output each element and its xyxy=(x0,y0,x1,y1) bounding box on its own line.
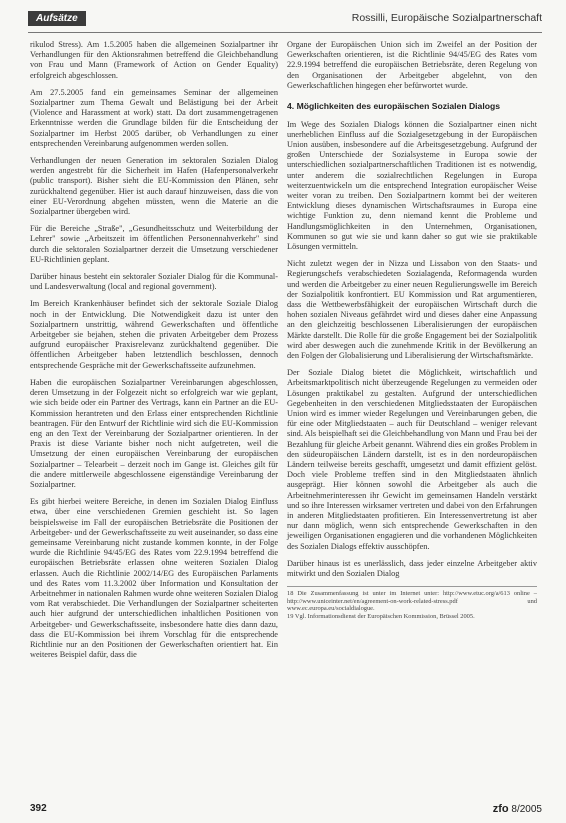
journal-reference xyxy=(493,803,542,815)
paragraph: Es gibt hierbei weitere Bereiche, in denen im Sozialen Dialog Einfluss etwa, über eine verschiedenen Gremien geschieht ist. So lagen beispielsweise im Fall der europäischen Betriebsräte die Positionen der Arbeitgeber- und der Gewerkschaftsseite zu weit auseinander, so dass eine gemeinsame Vereinbarung nicht zustande kommen konnte, in der Folge wurde die Richtlinie 94/45/EG des Rates vom 22.9.1994 betreffend die europäischen Betriebsräte erlassen ohne weiteren Sozialen Dialog erlassen. Auch die Richtlinie 2002/14/EG des Europäischen Parlaments und des Rates vom 11.3.2002 über Information und Konsultation der Arbeitnehmer in nationalen Rahmen wurde ohne weiteren Sozialen Dialog vom Rat verabschiedet. Die Verhandlungen der Sozialpartner scheiterten auch hier aufgrund der unterschiedlichen inhaltlichen Positionen von Arbeitgeber- und Gewerkschaftsseite, insbesondere hatte dies dann dazu, dass die EU-Kommission bei ihrem Vorschlag für die entsprechende Richtlinie nur an den Positionen der Gewerkschaften orientiert hat. Ein weiteres Beispiel dafür, dass die xyxy=(30,497,278,660)
left-column xyxy=(30,40,278,667)
paragraph: Für die Bereiche „Straße", „Gesundheitsschutz und Weiterbildung der Lehrer" sowie „Arbeitszeit im öffentlichen Personennahverkehr" sind durch die sektoralen Sozialpartner derzeit die Umsetzung verschiedener EU-Richtlinien geplant. xyxy=(30,224,278,264)
paragraph: Darüber hinaus ist es unerlässlich, dass jeder einzelne Arbeitgeber aktiv mitwirkt und den Sozialen Dialog xyxy=(287,558,537,579)
footnote: 19 Vgl. Informationsdienst der Europäischen Kommission, Brüssel 2005. xyxy=(287,613,475,621)
footnote: 18 Die Zusammenfassung ist unter im Internet unter: http://www.etuc.org/a/613 online – http://www.uniceinter.net/en/agreement-on-work-related-stress.pdf und www.ec.europa.eu/socialdialogue. xyxy=(287,590,537,613)
paragraph: Organe der Europäischen Union sich im Zweifel an der Position der Gewerkschaften orientieren, ist die Richtlinie 94/45/EG des Rates vom 22.9.1994 betreffend die europäischen Betriebsräte, deren Regelung von den Organisationen der Arbeitgeber abgelehnt, von den Gewerkschaftlichen hingegen eher befürwortet wurde. xyxy=(287,40,537,90)
paragraph: rikulod Stress). Am 1.5.2005 haben die allgemeinen Sozialpartner ihr Verhandlungen für den Aktionsrahmen betreffend die Gleichbehandlung von Frau und Mann (Framework of Action on Gender Equality) erfolgreich abgeschlossen. xyxy=(30,40,278,80)
journal-issue: 8/2005 xyxy=(511,804,542,815)
right-column xyxy=(287,40,537,621)
paragraph: Im Bereich Krankenhäuser befindet sich der sektorale Soziale Dialog noch in der Entwicklung. Die Notwendigkeit dazu ist unter den Sozialpartnern unstrittig, während Gewerkschaften und öffentliche Arbeitgeber sie bejahen, stehen die privaten Arbeitgeber dem Prozess aufgrund europäischer Praxisrelevanz zurückhaltend gegenüber. Die öffentlichen Arbeitgeber haben letztendlich beschlossen, dennoch entsprechende Gespräche mit der Gewerkschaftsseite aufzunehmen. xyxy=(30,299,278,370)
paragraph: Am 27.5.2005 fand ein gemeinsames Seminar der allgemeinen Sozialpartner zum Thema Gewalt und Belästigung bei der Arbeit (Violence and Harassment at work) statt. Da dort zusammengetragenen Erkenntnisse werden die Grundlage bilden für die Entscheidung der Sozialpartner im Herbst 2005 darüber, ob Verhandlungen zu einer entsprechenden Vereinbarung aufgenommen werden sollen. xyxy=(30,87,278,148)
running-title: Rossilli, Europäische Sozialpartnerschaft xyxy=(351,12,542,24)
paragraph: Verhandlungen der neuen Generation im sektoralen Sozialen Dialog werden angestrebt für die Sicherheit im Hafen (Hafenpersonalverkehr (public transport). Bisher sieht die EU-Kommission den Plänen, sehr zurückhaltend gegenüber. Hier ist auch darauf hinzuweisen, dass die von einer EU-Verordnung abgehen müssten, wenn die Materie an die Sozialpartner übergeben wird. xyxy=(30,156,278,217)
journal-prefix: zfo xyxy=(492,803,509,815)
page-header xyxy=(28,10,542,33)
paragraph: Der Soziale Dialog bietet die Möglichkeit, wirtschaftlich und Arbeitsmarktpolitisch nicht überzeugende Regelungen zu vermeiden oder Lösungen praktikabel zu gestalten. Aufgrund der unterschiedlichen Gegebenheiten in den verschiedenen Mitgliedsstaaten der Europäischen Union wird es immer wieder Regelungen und Vereinbarungen geben, die für eine oder Mitgliedstaaten – auch für Deutschland – weniger relevant sind. Als beispielhaft sei die Gleichbehandlung von Mann und Frau bei der Bezahlung für gleiche Arbeit genannt. Während dies ein großes Problem in den südeuropäischen Ländern darstellt, ist es in den nordeuropäischen Ländern teilweise bereits geschafft, umgesetzt und damit effizient gelöst. Doch viele Probleme treffen sind in den Mitgliedstaaten ähnlich ausgeprägt. Hier können sowohl die Arbeitgeber als auch die Arbeitnehmerinteressen ihr Gewicht im gemeinsamen Handeln verstärkt und so ihre Interessen wirksamer vertreten und dabei von den Erfahrungen in anderen Mitgliedstaaten profitieren. Ein Interessenvertretung ist aber nur dann möglich, wenn sich entsprechende Gewerkschaften in den jeweiligen Organisationen engagieren und die vorhandenen Möglichkeiten des Sozialen Dialogs effektiv ausschöpfen. xyxy=(287,368,537,551)
section-title: Möglichkeiten des europäischen Sozialen Dialogs xyxy=(296,101,500,112)
page-number: 392 xyxy=(30,803,47,814)
paragraph: Nicht zuletzt wegen der in Nizza und Lissabon von den Staats- und Regierungschefs verabschiedeten Sozialagenda, Reformagenda wurden und werden die Arbeitgeber zu einer neuen Regulierungswelle im Bereich der Sozialpolitik konfrontiert. EU Kommission und Rat argumentieren, dass die Wettbewerbsfähigkeit der europäischen Wirtschaft durch die hohen sozialen Niveaus gefährdet wird und dieses daher eine Anpassung an den gleichzeitig beschlossenen Liberalisierungen der europäischen Märkte darstellt. Die Rolle für die große Engagement bei der Sozialpolitik wird aber deswegen auch die zunehmende Kritik in der Bevölkerung an den Folgen der Globalisierung und Liberalisierung der Wirtschaftsmärkte. xyxy=(287,259,537,360)
section-number: 4. xyxy=(287,101,295,112)
section-heading xyxy=(287,101,537,112)
footnotes xyxy=(287,586,537,620)
paragraph: Haben die europäischen Sozialpartner Vereinbarungen abgeschlossen, deren Umsetzung in der Folgezeit nicht so erfolgreich war wie geplant, wie sich beide oder ein Partner des Vertrags, kann ein Partner an die EU-Kommission herantreten und den Erlass einer entsprechenden Richtlinie beantragen. Für den Entwurf der Richtlinie wird sich die EU-Kommission eng an den Text der Vereinbarung der Sozialpartner orientieren. In der Praxis ist diese Variante bisher noch nicht aufgetreten, weil die Umsetzung der einen europäischen Vereinbarung der europäischen Sozialpartner – Telearbeit – derzeit noch im Gange ist. Gleiches gilt für die andere mittlerweile abgeschlossene eigenständige Vereinbarung der Sozialpartner. xyxy=(30,377,278,489)
paragraph: Im Wege des Sozialen Dialogs können die Sozialpartner einen nicht unerheblichen Einfluss auf die Sozialgesetzgebung in der Europäischen Union ausüben, insbesondere auf die Arbeitsgesetzgebung. Aufgrund der großen Unterschiede der Sozialsysteme in Europa sowie der unterschiedlichen sozialpartnerschaftlichen Traditionen ist es notwendig, unter anderem die sozialrechtlichen Regelungen in Europa weiterzuentwickeln um die entsprechend Integration europäischer Weise weiter voran zu treiben. Den Sozialpartnern kommt bei der weiteren Entwicklung dieses dynamischen Wirtschaftsraumes in Europa eine wichtige Funktion zu, denn niemand kennt die Probleme und Handlungsmöglichkeiten in den Unternehmen, Organisationen, Kommunen so gut wie sie und kann daher so gut wie sie praktikable Lösungen vermitteln. xyxy=(287,119,537,251)
section-badge: Aufsätze xyxy=(28,11,86,26)
paragraph: Darüber hinaus besteht ein sektoraler Sozialer Dialog für die Kommunal- und Landesverwaltung (local and regional government). xyxy=(30,272,278,292)
